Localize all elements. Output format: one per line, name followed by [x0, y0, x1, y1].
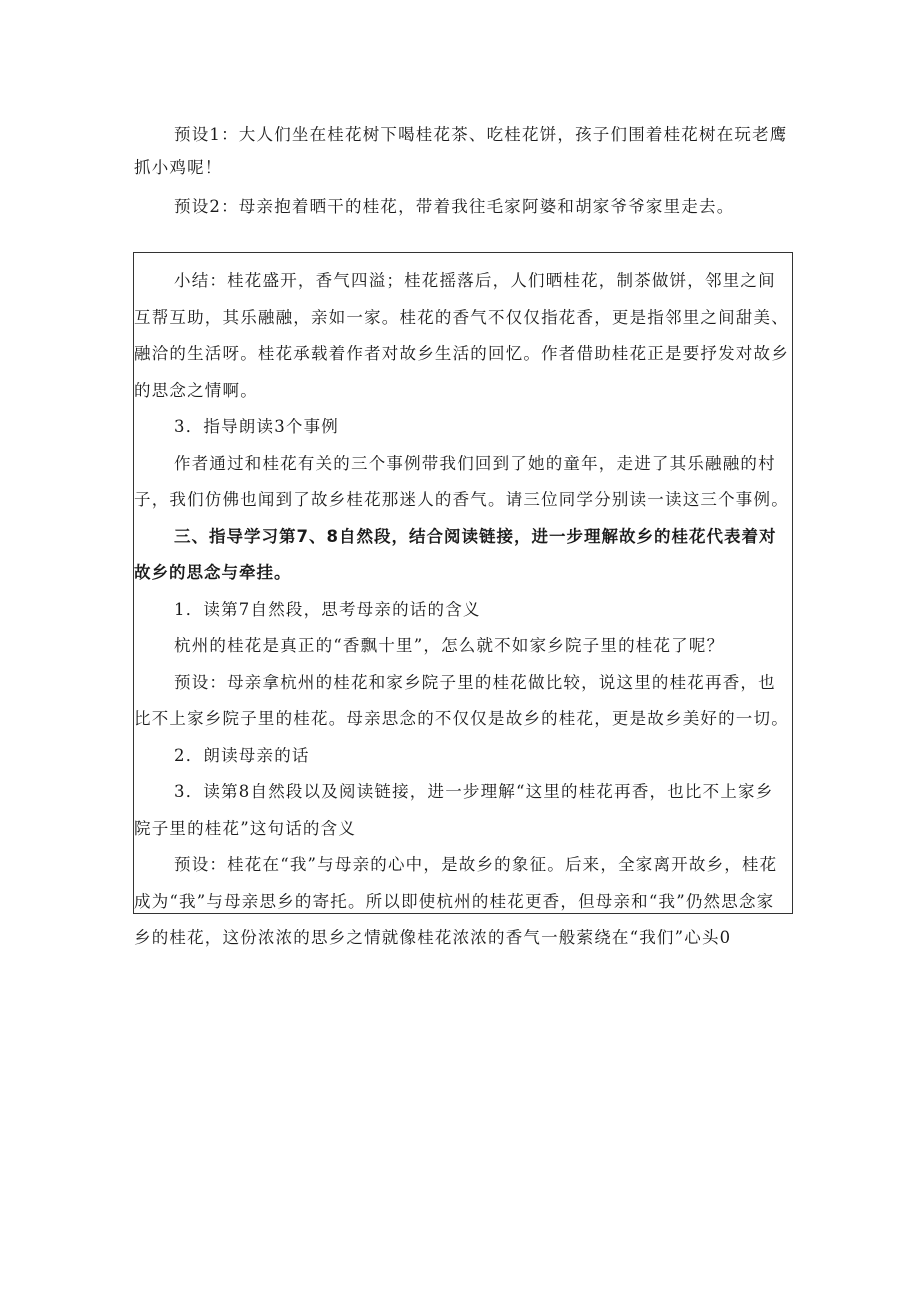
- section-3-heading: 三、指导学习第7、8自然段，结合阅读链接，进一步理解故乡的桂花代表着对故乡的思念与牵挂。: [134, 526, 777, 582]
- sub-step-2-heading: 2．朗读母亲的话: [174, 745, 310, 765]
- sub-step-1-question: 杭州的桂花是真正的“香飘十里”，怎么就不如家乡院子里的桂花了呢？: [174, 636, 725, 655]
- preset-2-paragraph: 预设2：母亲抱着晒干的桂花，带着我往毛家阿婆和胡家爷爷家里走去。: [174, 197, 735, 216]
- sub-step-3-answer: 预设：桂花在“我”与母亲的心中，是故乡的象征。后来，全家离开故乡，桂花成为“我”与母亲思乡的寄托。所以即使杭州的桂花更香，但母亲和“我”仍然思念家乡的桂花，这份浓浓的思乡之情就像桂花浓浓的香气一般萦绕在“我们”心头0: [134, 855, 778, 947]
- summary-paragraph: 小结：桂花盛开，香气四溢；桂花摇落后，人们晒桂花，制茶做饼，邻里之间互帮互助，其乐融融，亲如一家。桂花的香气不仅仅指花香，更是指邻里之间甜美、融洽的生活呀。桂花承载着作者对故乡生活的回忆。作者借助桂花正是要抒发对故乡的思念之情啊。: [134, 271, 789, 400]
- sub-step-3-heading: 3．读第8自然段以及阅读链接，进一步理解“这里的桂花再香，也比不上家乡院子里的桂花”这句话的含义: [134, 782, 774, 838]
- step-3-text: 作者通过和桂花有关的三个事例带我们回到了她的童年，走进了其乐融融的村子，我们仿佛也闻到了故乡桂花那迷人的香气。请三位同学分别读一读这三个事例。: [134, 453, 789, 509]
- sub-step-1-answer: 预设：母亲拿杭州的桂花和家乡院子里的桂花做比较，说这里的桂花再香，也比不上家乡院子里的桂花。母亲思念的不仅仅是故乡的桂花，更是故乡美好的一切。: [134, 672, 789, 728]
- step-3-heading: 3．指导朗读3个事例: [174, 417, 339, 436]
- lesson-content: [134, 263, 794, 957]
- lesson-content-box: [133, 252, 793, 947]
- sub-step-1-heading: 1．读第7自然段，思考母亲的话的含义: [174, 599, 481, 619]
- preset-1-paragraph: 预设1：大人们坐在桂花树下喝桂花茶、吃桂花饼，孩子们围着桂花树在玩老鹰抓小鸡呢！: [134, 125, 788, 177]
